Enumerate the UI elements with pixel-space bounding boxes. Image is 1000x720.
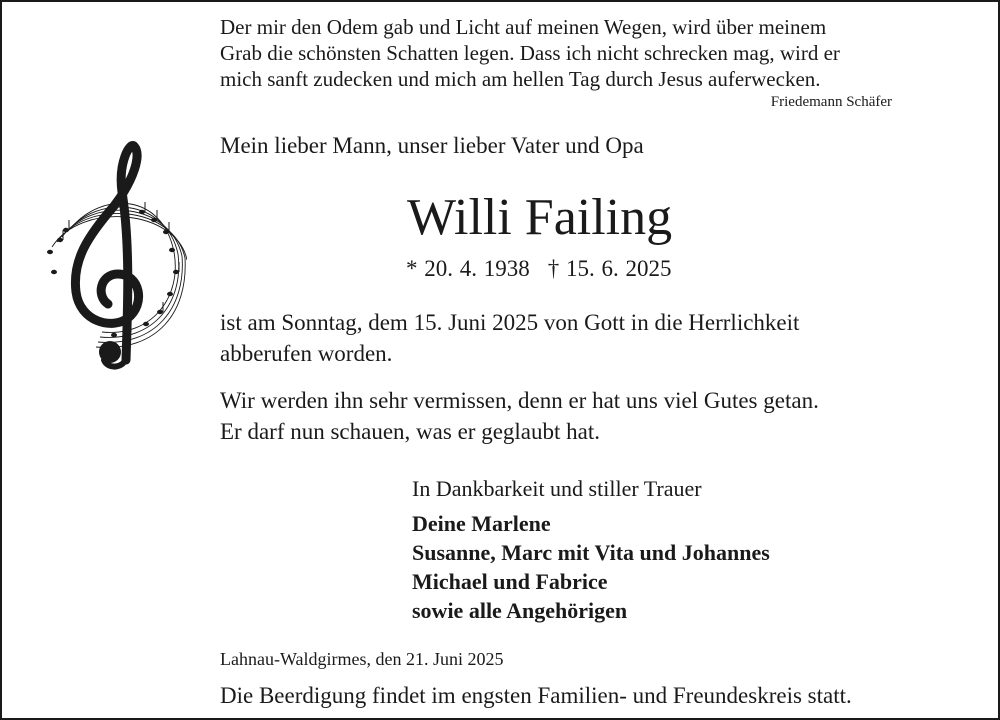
announcement-text (220, 307, 920, 369)
announcement-line: ist am Sonntag, dem 15. Juni 2025 von Gott in die Herrlichkeit (220, 310, 800, 335)
intro-text: Mein lieber Mann, unser lieber Vater und Opa (220, 133, 644, 158)
death-date: † 15. 6. 2025 (547, 256, 672, 281)
life-dates (406, 255, 672, 283)
poem (220, 14, 920, 92)
remembrance-line: Er darf nun schauen, was er geglaubt hat. (220, 419, 600, 444)
poem-line: Grab die schönsten Schatten legen. Dass ich nicht schrecken mag, wird er (220, 41, 840, 65)
poem-line: Der mir den Odem gab und Licht auf meinen Wegen, wird über meinem (220, 15, 827, 39)
poem-author: Friedemann Schäfer (770, 94, 892, 110)
announcement-line: abberufen worden. (220, 341, 393, 366)
treble-clef-icon (42, 132, 187, 372)
funeral-note: Die Beerdigung findet im engsten Familien- und Freundeskreis statt. (220, 683, 852, 708)
remembrance-text (220, 385, 920, 447)
birth-date: * 20. 4. 1938 (406, 256, 530, 281)
place-date: Lahnau-Waldgirmes, den 21. Juni 2025 (220, 649, 504, 669)
mourners-intro: In Dankbarkeit und stiller Trauer (412, 476, 702, 501)
mourner-name: Deine Marlene (412, 511, 551, 536)
poem-line: mich sanft zudecken und mich am hellen Tag durch Jesus auferwecken. (220, 67, 821, 91)
remembrance-line: Wir werden ihn sehr vermissen, denn er hat uns viel Gutes getan. (220, 388, 819, 413)
mourners-list (412, 509, 770, 625)
mourner-name: Susanne, Marc mit Vita und Johannes (412, 540, 770, 565)
mourner-name: sowie alle Angehörigen (412, 598, 628, 623)
deceased-name: Willi Failing (407, 189, 673, 246)
mourner-name: Michael und Fabrice (412, 569, 608, 594)
